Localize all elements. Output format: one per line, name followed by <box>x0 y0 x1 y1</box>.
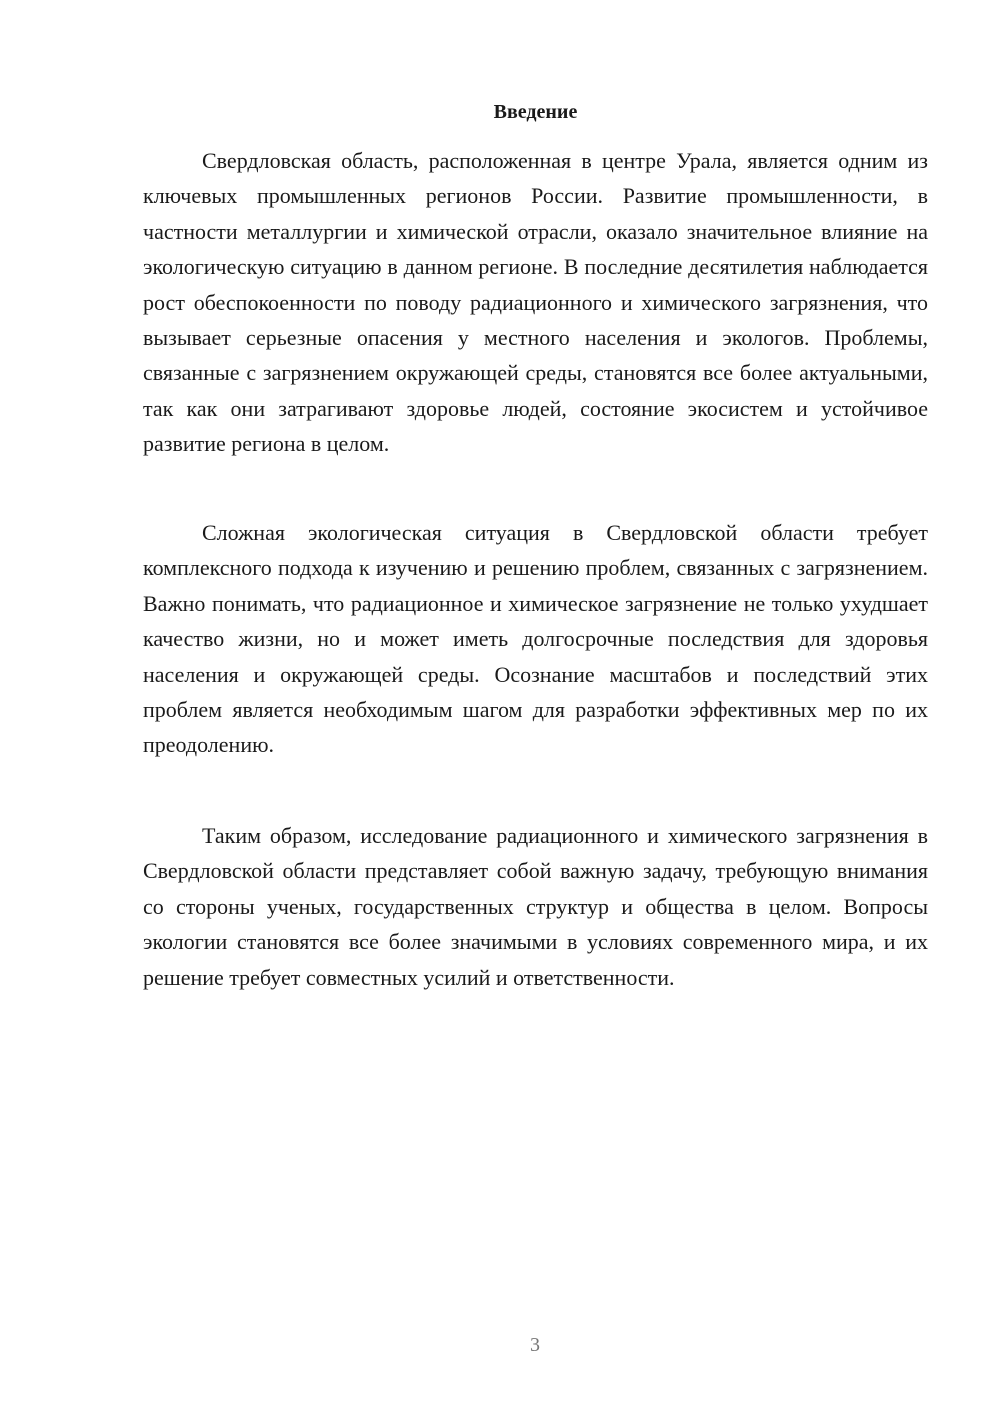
paragraph-3: Таким образом, исследование радиационного и химического загрязнения в Свердловской области представляет собой важную задачу, требующую внимания со стороны ученых, государственных структур и общества в целом. Вопросы экологии становятся все более значимыми в условиях современного мира, и их решение требует совместных усилий и ответственности. <box>143 823 928 990</box>
page-number: 3 <box>530 1334 540 1356</box>
paragraph-2: Сложная экологическая ситуация в Свердловской области требует комплексного подхода к изучению и решению проблем, связанных с загрязнением. Важно понимать, что радиационное и химическое загрязнение не только ухудшает качество жизни, но и может иметь долгосрочные последствия для здоровья населения и окружающей среды. Осознание масштабов и последствий этих проблем является необходимым шагом для разработки эффективных мер по их преодолению. <box>143 520 928 758</box>
paragraph-1: Свердловская область, расположенная в центре Урала, является одним из ключевых промышленных регионов России. Развитие промышленности, в частности металлургии и химической отрасли, оказало значительное влияние на экологическую ситуацию в данном регионе. В последние десятилетия наблюдается рост обеспокоенности по поводу радиационного и химического загрязнения, что вызывает серьезные опасения у местного населения и экологов. Проблемы, связанные с загрязнением окружающей среды, становятся все более актуальными, так как они затрагивают здоровье людей, состояние экосистем и устойчивое развитие региона в целом. <box>143 148 928 457</box>
section-heading: Введение <box>493 101 578 123</box>
